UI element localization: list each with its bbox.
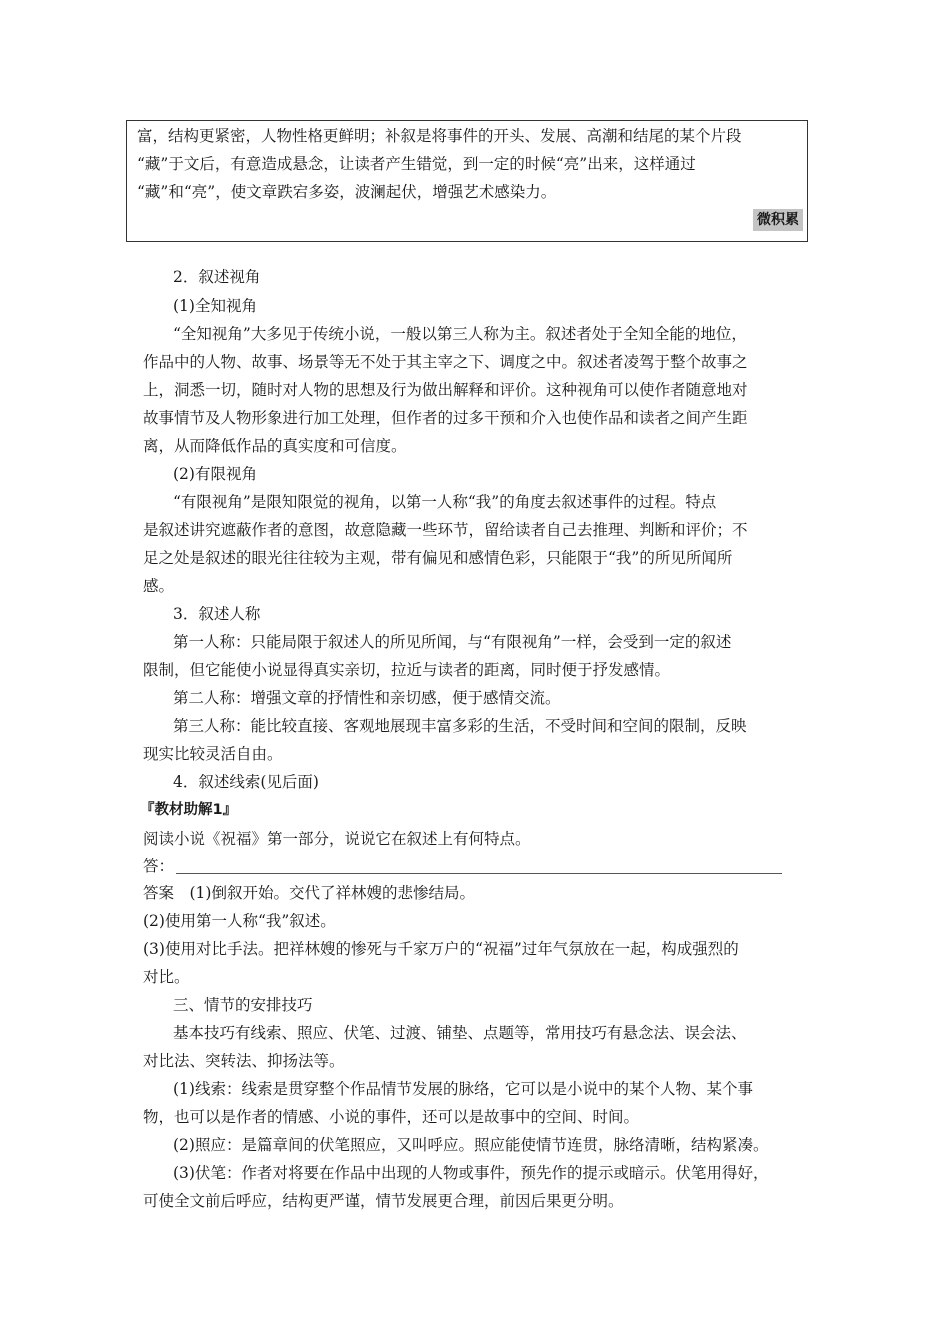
paragraph-line: 第三人称：能比较直接、客观地展现丰富多彩的生活，不受时间和空间的限制，反映	[173, 717, 747, 735]
paragraph-line: 感。	[143, 577, 175, 595]
section-heading: 2．叙述视角	[173, 268, 261, 286]
paragraph-line: 足之处是叙述的眼光往往较为主观，带有偏见和感情色彩，只能限于“我”的所见所闻所	[143, 549, 733, 567]
subsection-heading: (2)有限视角	[173, 465, 257, 483]
paragraph-line: (2)照应：是篇章间的伏笔照应，又叫呼应。照应能使情节连贯，脉络清晰，结构紧凑。	[173, 1136, 769, 1154]
paragraph-line: 基本技巧有线索、照应、伏笔、过渡、铺垫、点题等，常用技巧有悬念法、误会法、	[173, 1024, 747, 1042]
paragraph-line: 限制，但它能使小说显得真实亲切，拉近与读者的距离，同时便于抒发感情。	[143, 661, 671, 679]
micro-accumulation-tag: 微积累	[753, 209, 803, 231]
paragraph-line: “全知视角”大多见于传统小说，一般以第三人称为主。叙述者处于全知全能的地位，	[173, 325, 747, 343]
paragraph-line: 物，也可以是作者的情感、小说的事件，还可以是故事中的空间、时间。	[143, 1108, 640, 1126]
paragraph-line: 作品中的人物、故事、场景等无不处于其主宰之下、调度之中。叙述者凌驾于整个故事之	[143, 353, 748, 371]
paragraph-line: 上，洞悉一切，随时对人物的思想及行为做出解释和评价。这种视角可以使作者随意地对	[143, 381, 748, 399]
paragraph-line: 是叙述讲究遮蔽作者的意图，故意隐藏一些环节，留给读者自己去推理、判断和评价；不	[143, 521, 748, 539]
paragraph-line: 第一人称：只能局限于叙述人的所见所闻，与“有限视角”一样，会受到一定的叙述	[173, 633, 732, 651]
paragraph-line: “有限视角”是限知限觉的视角，以第一人称“我”的角度去叙述事件的过程。特点	[173, 493, 717, 511]
subsection-heading: (1)全知视角	[173, 297, 257, 315]
note-line: 富，结构更紧密，人物性格更鲜明；补叙是将事件的开头、发展、高潮和结尾的某个片段	[137, 127, 742, 145]
paragraph-line: (1)线索：线索是贯穿整个作品情节发展的脉络，它可以是小说中的某个人物、某个事	[173, 1080, 753, 1098]
note-line: “藏”和“亮”，使文章跌宕多姿，波澜起伏，增强艺术感染力。	[137, 183, 557, 201]
note-line: “藏”于文后，有意造成悬念，让读者产生错觉，到一定的时候“亮”出来，这样通过	[137, 155, 696, 173]
answer-blank-line	[176, 873, 782, 874]
paragraph-line: (3)伏笔：作者对将要在作品中出现的人物或事件，预先作的提示或暗示。伏笔用得好，	[173, 1164, 769, 1182]
answer-line: (2)使用第一人称“我”叙述。	[143, 912, 336, 930]
answer-prompt: 答：	[143, 857, 175, 875]
answer-line: 对比。	[143, 968, 190, 986]
answer-line: (3)使用对比手法。把祥林嫂的惨死与千家万户的“祝福”过年气氛放在一起，构成强烈的	[143, 940, 739, 958]
answer-line: 答案 (1)倒叙开始。交代了祥林嫂的悲惨结局。	[143, 884, 475, 902]
paragraph-line: 离，从而降低作品的真实度和可信度。	[143, 437, 407, 455]
paragraph-line: 第二人称：增强文章的抒情性和亲切感，便于感情交流。	[173, 689, 561, 707]
paragraph-line: 可使全文前后呼应，结构更严谨，情节发展更合理，前因后果更分明。	[143, 1192, 624, 1210]
paragraph-line: 对比法、突转法、抑扬法等。	[143, 1052, 345, 1070]
textbook-aid-label: 『教材助解1』	[140, 802, 238, 818]
section-heading: 4．叙述线索(见后面)	[173, 773, 319, 791]
section-heading: 三、情节的安排技巧	[173, 996, 313, 1014]
note-box	[126, 120, 808, 242]
question-text: 阅读小说《祝福》第一部分，说说它在叙述上有何特点。	[143, 830, 531, 848]
paragraph-line: 故事情节及人物形象进行加工处理，但作者的过多干预和介入也使作品和读者之间产生距	[143, 409, 748, 427]
section-heading: 3．叙述人称	[173, 605, 261, 623]
paragraph-line: 现实比较灵活自由。	[143, 745, 283, 763]
